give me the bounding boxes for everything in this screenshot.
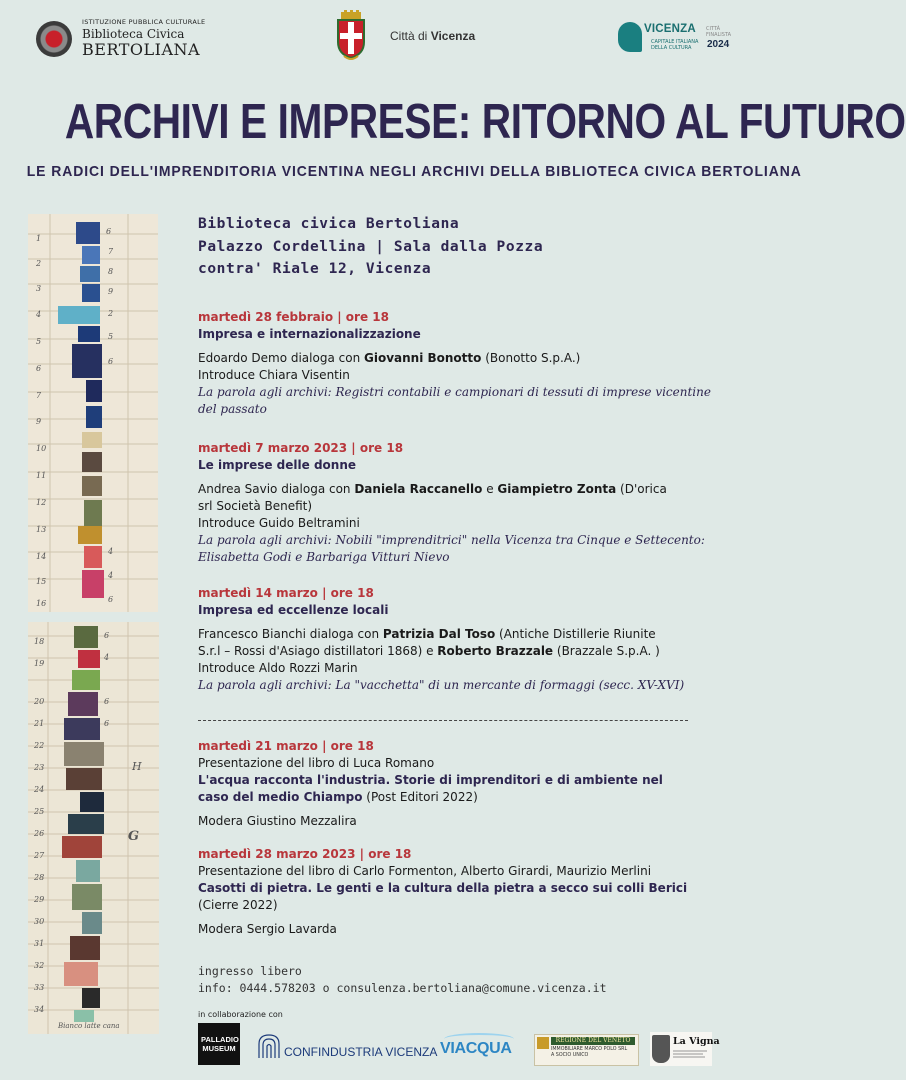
svg-text:2: 2 [108, 309, 114, 318]
bertoliana-seal-icon [36, 21, 72, 57]
svg-text:6: 6 [108, 595, 114, 604]
event-5 [198, 846, 698, 938]
vicenza-capitale-name: VICENZA [644, 23, 696, 35]
event-title: Impresa ed eccellenze locali [198, 603, 389, 617]
confindustria-vicenza-logo: CONFINDUSTRIA VICENZA [256, 1032, 431, 1062]
fabric-swatch-ledger-photo-2 [28, 622, 159, 1034]
svg-text:Bianco latte cana: Bianco latte cana [58, 1022, 120, 1030]
page-title: ARCHIVI E IMPRESE: RITORNO AL FUTURO [64, 95, 906, 149]
svg-text:16: 16 [36, 599, 47, 608]
svg-text:20: 20 [34, 697, 45, 706]
svg-text:7: 7 [108, 247, 114, 256]
event-speakers-cont: srl Società Benefit) [198, 499, 313, 513]
svg-text:27: 27 [34, 851, 45, 860]
event-moderator: Modera Giustino Mezzalira [198, 814, 357, 828]
viacqua-logo: VIACQUA [440, 1040, 512, 1058]
svg-text:18: 18 [34, 637, 45, 646]
venue-line-1: Biblioteca civica Bertoliana [198, 216, 460, 232]
event-moderator: Modera Sergio Lavarda [198, 922, 337, 936]
event-speakers: Edoardo Demo dialoga con Giovanni Bonotto (Bonotto S.p.A.) [198, 351, 581, 365]
svg-text:H: H [132, 760, 142, 773]
svg-text:4: 4 [104, 653, 110, 662]
venue-block [198, 213, 543, 281]
svg-text:24: 24 [34, 785, 45, 794]
capitale-subtitle-1: CAPITALE ITALIANA [651, 39, 699, 45]
event-4: martedì 21 marzo | ore 18 Presentazione del libro di Luca Romano L'acqua racconta l'industria. Storie di imprenditori e di ambiente nel caso del medio Chiampo (Post Editori 2022) Modera Giustino Mezzalira [198, 738, 698, 830]
svg-text:15: 15 [36, 577, 47, 586]
bertoliana-name-line: BERTOLIANA [82, 40, 201, 59]
info-block [198, 963, 607, 996]
svg-text:6: 6 [108, 357, 114, 366]
citta-di-vicenza-text: Città di Vicenza [390, 29, 476, 43]
event-introducer: Introduce Guido Beltramini [198, 516, 360, 530]
svg-text:12: 12 [36, 498, 47, 507]
svg-text:1: 1 [36, 234, 42, 243]
bertoliana-institution-line: ISTITUZIONE PUBBLICA CULTURALE [82, 18, 206, 26]
svg-text:10: 10 [36, 444, 47, 453]
event-title: Le imprese delle donne [198, 458, 357, 472]
svg-text:21: 21 [34, 719, 45, 728]
svg-text:30: 30 [34, 917, 45, 926]
svg-text:22: 22 [34, 741, 45, 750]
svg-text:25: 25 [34, 807, 45, 816]
event-introducer: Introduce Aldo Rozzi Marin [198, 661, 358, 675]
svg-text:6: 6 [36, 364, 42, 373]
book-publisher: (Cierre 2022) [198, 898, 278, 912]
svg-text:8: 8 [108, 267, 114, 276]
svg-text:4: 4 [36, 310, 42, 319]
vicenza-capitale-cultura-logo [618, 20, 743, 60]
collaboration-label: in collaborazione con [198, 1010, 283, 1019]
event-presentation: Presentazione del libro di Luca Romano [198, 756, 435, 770]
section-divider [198, 720, 688, 721]
svg-text:6: 6 [104, 697, 110, 706]
svg-text:3: 3 [36, 284, 42, 293]
la-vigna-fine-print-icon [673, 1049, 709, 1061]
citta-finalista-text: CITTÀ FINALISTA [706, 26, 732, 38]
regione-veneto-logo: REGIONE DEL VENETO IMMOBILIARE MARCO POLO SRL A SOCIO UNICO [534, 1034, 639, 1066]
svg-text:G: G [128, 829, 140, 844]
event-introducer: Introduce Chiara Visentin [198, 368, 350, 382]
book-title: L'acqua racconta l'industria. Storie di imprenditori e di ambiente nel [198, 773, 663, 787]
svg-text:32: 32 [34, 961, 45, 970]
event-1: martedì 28 febbraio | ore 18 Impresa e internazionalizzazione Edoardo Demo dialoga con Giovanni Bonotto (Bonotto S.p.A.) Introduce Chiara Visentin La parola agli archivi: Registri contabili e campionari di tessuti di imprese vicentine del passato [198, 310, 711, 416]
citta-di-vicenza-logo [336, 12, 496, 70]
vicenza-2024-mark-icon [618, 22, 642, 52]
event-title: Impresa e internazionalizzazione [198, 327, 421, 341]
event-archive-note: La parola agli archivi: Registri contabili e campionari di tessuti di imprese vicentine [198, 385, 711, 399]
svg-text:9: 9 [36, 417, 42, 426]
event-speakers-cont: S.r.l – Rossi d'Asiago distillatori 1868) e Roberto Brazzale (Brazzale S.p.A. ) [198, 644, 660, 658]
svg-text:5: 5 [36, 337, 42, 346]
event-3 [198, 585, 698, 694]
svg-text:6: 6 [106, 227, 112, 236]
event-speakers: Andrea Savio dialoga con Daniela Raccanello e Giampietro Zonta (D'orica [198, 482, 667, 496]
svg-text:6: 6 [104, 631, 110, 640]
svg-text:28: 28 [34, 873, 45, 882]
capitale-subtitle-2: DELLA CULTURA [651, 45, 692, 51]
vicenza-crest-icon [336, 12, 366, 62]
event-date: martedì 7 marzo 2023 | ore 18 [198, 441, 404, 455]
svg-text:9: 9 [108, 287, 114, 296]
venue-line-2: Palazzo Cordellina | Sala dalla Pozza [198, 238, 544, 255]
svg-text:4: 4 [108, 547, 114, 556]
svg-text:19: 19 [34, 659, 45, 668]
svg-text:33: 33 [34, 983, 45, 992]
event-2: martedì 7 marzo 2023 | ore 18 Le imprese delle donne Andrea Savio dialoga con Daniela Raccanello e Giampietro Zonta (D'orica srl Società Benefit) Introduce Guido Beltramini La parola agli archivi: Nobili "imprenditrici" nella Vicenza tra Cinque e Settecento: Elisabetta Godi e Barbariga Vitturi Nievo [198, 441, 705, 564]
event-date: martedì 14 marzo | ore 18 [198, 586, 374, 600]
svg-text:4: 4 [108, 571, 114, 580]
event-speakers: Francesco Bianchi dialoga con Patrizia Dal Toso (Antiche Distillerie Riunite [198, 627, 656, 641]
book-title: Casotti di pietra. Le genti e la cultura della pietra a secco sui colli Berici [198, 881, 688, 895]
event-date: martedì 28 febbraio | ore 18 [198, 310, 389, 324]
event-date: martedì 28 marzo 2023 | ore 18 [198, 847, 412, 861]
confindustria-emblem-icon [256, 1032, 282, 1060]
event-presentation: Presentazione del libro di Carlo Formenton, Alberto Girardi, Maurizio Merlini [198, 864, 652, 878]
page-subtitle: LE RADICI DELL'IMPRENDITORIA VICENTINA NEGLI ARCHIVI DELLA BIBLIOTECA CIVICA BERTOLIANA [26, 163, 802, 180]
la-vigna-logo: La Vigna [650, 1032, 712, 1066]
svg-text:29: 29 [34, 895, 45, 904]
svg-text:5: 5 [108, 332, 114, 341]
svg-text:23: 23 [34, 763, 45, 772]
svg-text:7: 7 [36, 391, 42, 400]
svg-text:31: 31 [34, 939, 45, 948]
event-archive-note: La parola agli archivi: La "vacchetta" di un mercante di formaggi (secc. XV-XVI) [198, 678, 685, 692]
svg-text:6: 6 [104, 719, 110, 728]
event-archive-note: La parola agli archivi: Nobili "imprenditrici" nella Vicenza tra Cinque e Settecento: [198, 533, 705, 547]
svg-text:13: 13 [36, 525, 47, 534]
svg-text:2: 2 [36, 259, 42, 268]
entry-note: ingresso libero [198, 964, 302, 978]
event-date: martedì 21 marzo | ore 18 [198, 739, 374, 753]
fabric-swatch-ledger-photo-1 [28, 214, 158, 612]
svg-text:26: 26 [34, 829, 45, 838]
venue-line-3: contra' Riale 12, Vicenza [198, 261, 432, 277]
bertoliana-logo [36, 18, 216, 62]
svg-text:14: 14 [36, 552, 47, 561]
svg-text:11: 11 [36, 471, 47, 480]
viacqua-arc-icon [444, 1033, 514, 1045]
svg-text:34: 34 [34, 1005, 45, 1014]
palladio-museum-logo: PALLADIO MUSEUM [198, 1023, 240, 1065]
bertoliana-library-line: Biblioteca Civica [82, 27, 185, 41]
la-vigna-crest-icon [652, 1035, 670, 1063]
capitale-year: 2024 [707, 39, 730, 50]
lion-icon [537, 1037, 549, 1049]
contact-info: info: 0444.578203 o consulenza.bertoliana@comune.vicenza.it [198, 980, 607, 995]
